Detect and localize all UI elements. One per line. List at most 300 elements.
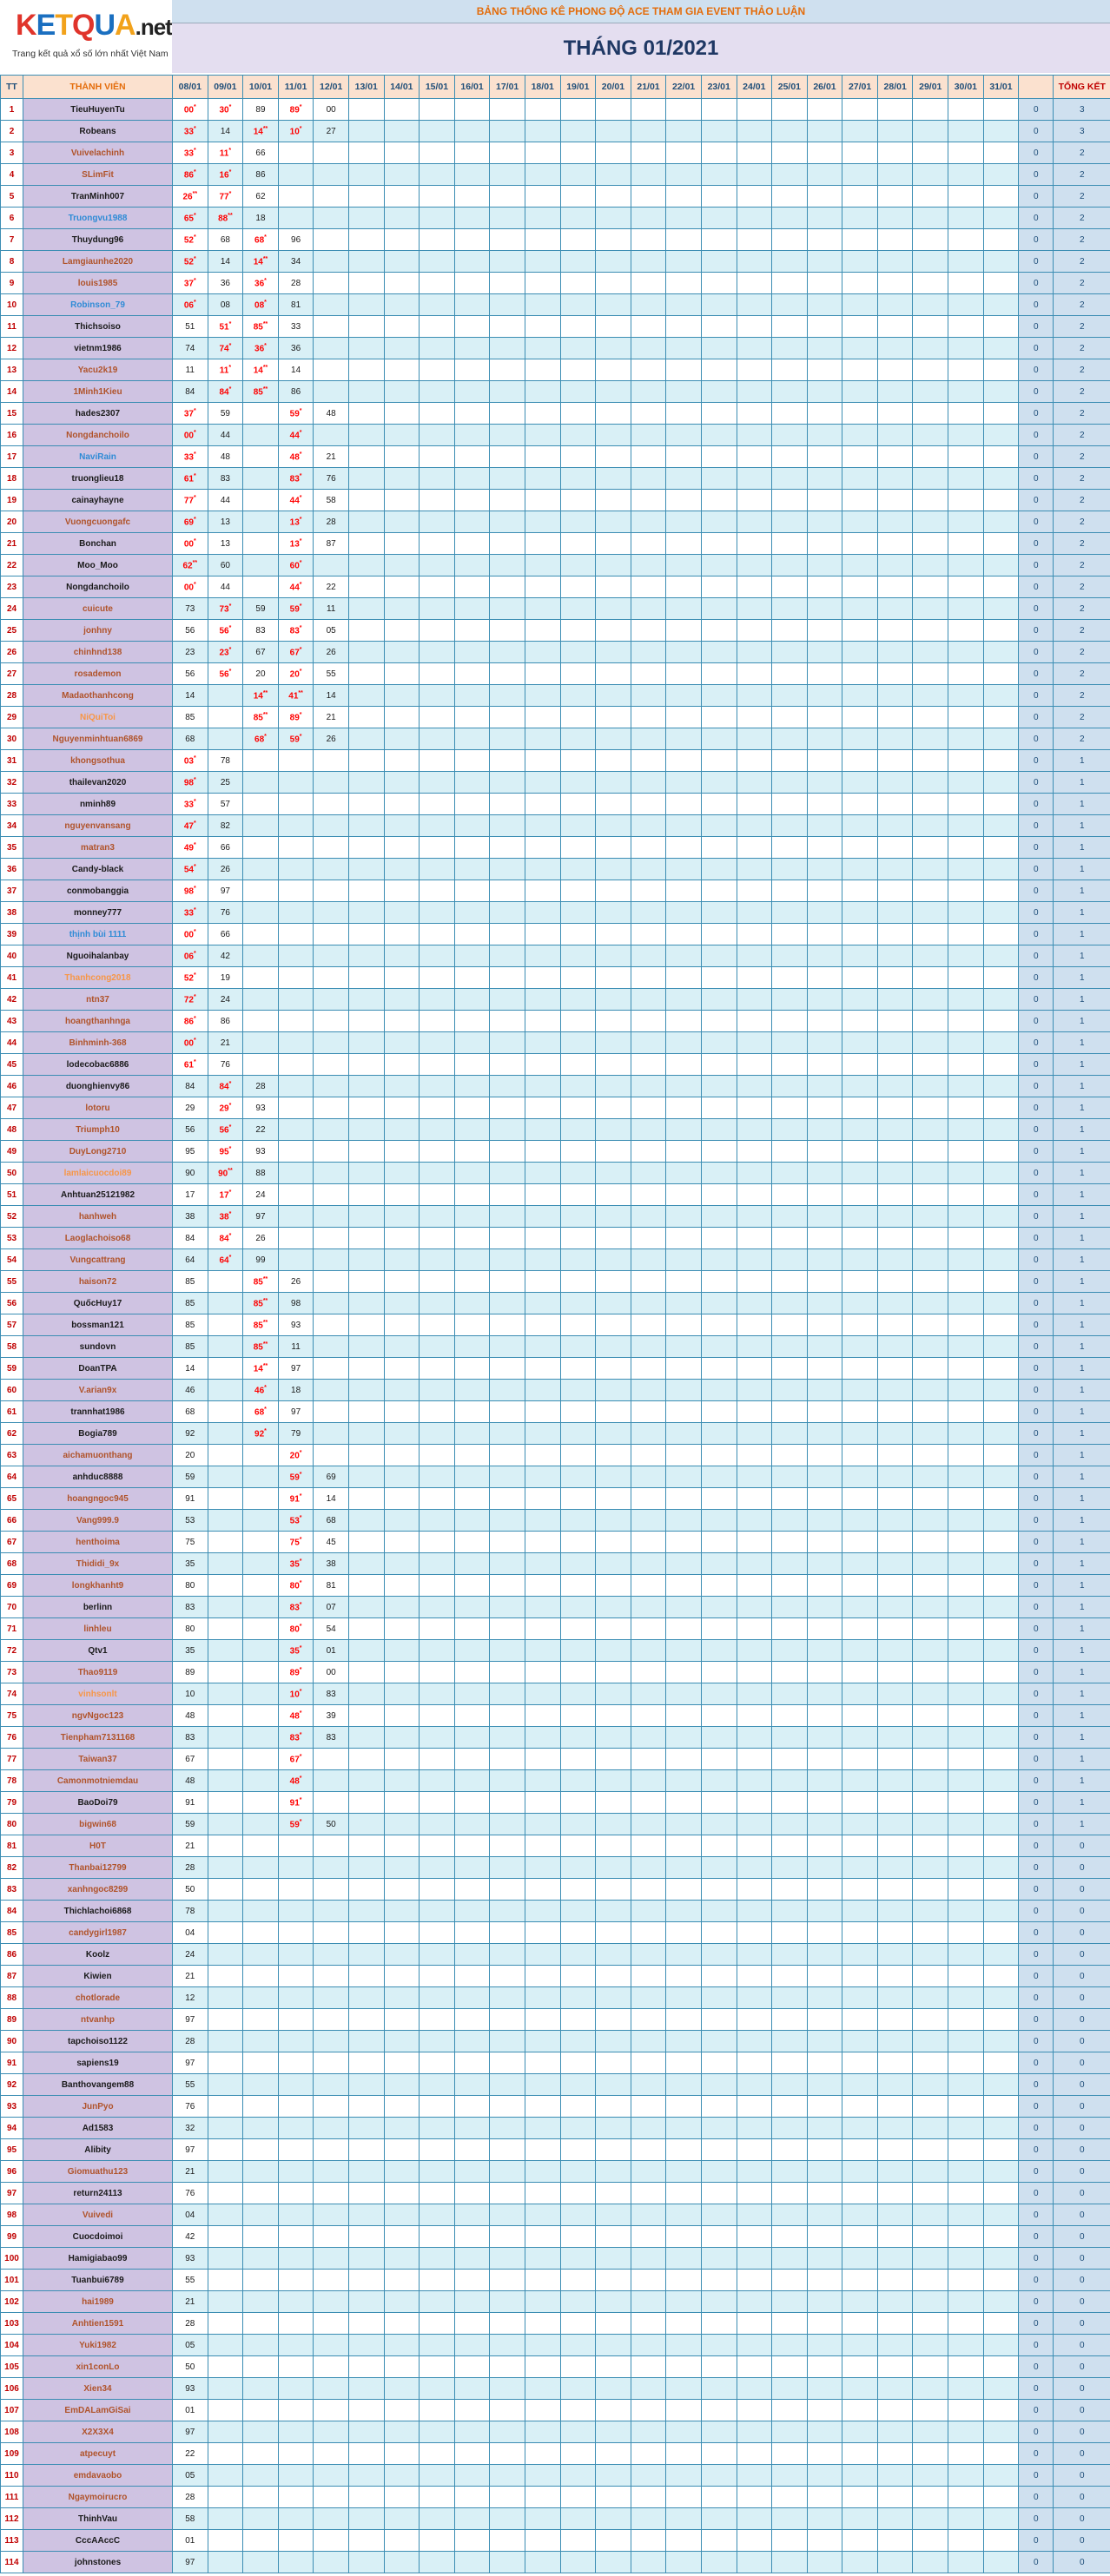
member-name[interactable]: aichamuonthang (23, 1445, 173, 1466)
day-cell (913, 815, 948, 837)
day-cell (666, 2052, 702, 2074)
day-cell (877, 338, 913, 359)
member-name[interactable]: khongsothua (23, 750, 173, 772)
day-cell (737, 1358, 772, 1380)
member-name[interactable]: Lamgiaunhe2020 (23, 251, 173, 273)
pick-number: 85 (185, 1320, 195, 1330)
day-cell (913, 707, 948, 728)
member-name[interactable]: Anhtien1591 (23, 2313, 173, 2335)
total-count: 2 (1054, 425, 1110, 446)
day-cell (737, 2052, 772, 2074)
day-cell (454, 685, 490, 707)
day-cell (454, 1097, 490, 1119)
day-cell (490, 1510, 525, 1532)
zero-count: 0 (1019, 1032, 1054, 1054)
day-cell (525, 446, 560, 468)
day-cell (348, 359, 384, 381)
day-cell (525, 403, 560, 425)
member-name[interactable]: thịnh bùi 1111 (23, 924, 173, 945)
day-cell (877, 2031, 913, 2052)
day-cell (877, 1597, 913, 1618)
member-name[interactable]: Anhtuan25121982 (23, 1184, 173, 1206)
member-name[interactable]: Vang999.9 (23, 1510, 173, 1532)
member-name[interactable]: emdavaobo (23, 2465, 173, 2487)
day-cell (807, 1662, 842, 1683)
member-name[interactable]: Cuocdoimoi (23, 2226, 173, 2248)
day-cell (560, 251, 596, 273)
member-name[interactable]: Taiwan37 (23, 1749, 173, 1770)
day-cell (807, 251, 842, 273)
day-cell (384, 815, 420, 837)
day-cell (454, 2335, 490, 2356)
day-cell (490, 425, 525, 446)
day-cell (701, 2096, 737, 2118)
day-cell (877, 945, 913, 967)
day-cell (278, 1857, 314, 1879)
day-cell (560, 273, 596, 294)
member-name[interactable]: vietnm1986 (23, 338, 173, 359)
pick-number: 97 (185, 2144, 195, 2155)
hit-marker: * (299, 125, 302, 132)
member-name[interactable]: longkhanht9 (23, 1575, 173, 1597)
member-name[interactable]: Thanbai12799 (23, 1857, 173, 1879)
day-cell (208, 794, 243, 815)
member-name[interactable]: JunPyo (23, 2096, 173, 2118)
member-name[interactable]: tapchoiso1122 (23, 2031, 173, 2052)
member-name[interactable]: conmobanggia (23, 880, 173, 902)
row-number: 82 (1, 1857, 23, 1879)
day-cell (278, 2421, 314, 2443)
pick-number: 28 (185, 2318, 195, 2329)
day-cell (208, 2270, 243, 2291)
day-cell (243, 1228, 279, 1249)
day-cell (737, 1336, 772, 1358)
member-name[interactable]: EmDALamGiSai (23, 2400, 173, 2421)
member-name[interactable]: bigwin68 (23, 1814, 173, 1835)
day-cell (208, 2443, 243, 2465)
day-cell (454, 2313, 490, 2335)
member-name[interactable]: ntn37 (23, 989, 173, 1011)
day-cell (525, 1879, 560, 1901)
day-cell (913, 1792, 948, 1814)
day-cell (278, 1228, 314, 1249)
member-name[interactable]: vinhsonlt (23, 1683, 173, 1705)
day-cell (173, 642, 208, 663)
day-cell (243, 750, 279, 772)
member-name[interactable]: linhleu (23, 1618, 173, 1640)
member-name[interactable]: xanhngoc8299 (23, 1879, 173, 1901)
day-cell (631, 1857, 666, 1879)
member-name[interactable]: Laoglachoiso68 (23, 1228, 173, 1249)
day-cell (913, 251, 948, 273)
day-cell (737, 1206, 772, 1228)
member-name[interactable]: thailevan2020 (23, 772, 173, 794)
pick-number: 77 (183, 496, 194, 506)
day-cell (983, 2530, 1019, 2552)
day-cell (243, 1901, 279, 1922)
day-cell (877, 1683, 913, 1705)
member-name[interactable]: Nongdanchoilo (23, 425, 173, 446)
member-name[interactable]: Bogia789 (23, 1423, 173, 1445)
row-number: 67 (1, 1532, 23, 1553)
day-cell (701, 1206, 737, 1228)
member-name[interactable]: lotoru (23, 1097, 173, 1119)
day-cell (454, 208, 490, 229)
member-name[interactable]: bossman121 (23, 1314, 173, 1336)
member-name[interactable]: H0T (23, 1835, 173, 1857)
day-cell (842, 1249, 878, 1271)
member-name[interactable]: cainayhayne (23, 490, 173, 511)
member-name[interactable]: X2X3X4 (23, 2421, 173, 2443)
member-name[interactable]: return24113 (23, 2183, 173, 2204)
member-name[interactable]: nminh89 (23, 794, 173, 815)
pick-number: 85 (253, 387, 263, 398)
day-cell (666, 1857, 702, 1879)
member-name[interactable]: johnstones (23, 2552, 173, 2573)
member-name[interactable]: Qtv1 (23, 1640, 173, 1662)
day-cell (807, 99, 842, 121)
day-cell (701, 880, 737, 902)
day-cell (948, 164, 984, 186)
day-cell (913, 2204, 948, 2226)
member-name[interactable]: Thichlachoi6868 (23, 1901, 173, 1922)
member-name[interactable]: Nongdanchoilo (23, 576, 173, 598)
day-cell (842, 1054, 878, 1076)
day-cell (877, 1401, 913, 1423)
pick-number: 68 (254, 235, 265, 246)
day-cell (877, 924, 913, 945)
day-cell (631, 381, 666, 403)
day-cell (278, 707, 314, 728)
day-cell (278, 880, 314, 902)
member-name[interactable]: cuicute (23, 598, 173, 620)
member-name[interactable]: Thanhcong2018 (23, 967, 173, 989)
member-name[interactable]: Vuongcuongafc (23, 511, 173, 533)
day-cell (208, 1835, 243, 1857)
day-cell (243, 837, 279, 859)
member-name[interactable]: ngvNgoc123 (23, 1705, 173, 1727)
member-name[interactable]: trannhat1986 (23, 1401, 173, 1423)
member-name[interactable]: Kiwien (23, 1966, 173, 1987)
day-cell (701, 251, 737, 273)
day-cell (420, 1532, 455, 1553)
member-name[interactable]: Robeans (23, 121, 173, 142)
member-name[interactable]: chotlorade (23, 1987, 173, 2009)
day-cell (384, 1228, 420, 1249)
row-number: 59 (1, 1358, 23, 1380)
member-name[interactable]: Candy-black (23, 859, 173, 880)
member-name[interactable]: atpecuyt (23, 2443, 173, 2465)
member-name[interactable]: haison72 (23, 1271, 173, 1293)
member-name[interactable]: matran3 (23, 837, 173, 859)
member-name[interactable]: DuyLong2710 (23, 1141, 173, 1163)
day-cell (490, 1879, 525, 1901)
day-cell (348, 902, 384, 924)
table-row (1, 815, 1110, 837)
member-name[interactable]: jonhny (23, 620, 173, 642)
day-cell (243, 2291, 279, 2313)
member-name[interactable]: CccAAccC (23, 2530, 173, 2552)
day-cell (525, 728, 560, 750)
pick-number: 04 (185, 2210, 195, 2220)
day-cell (384, 2421, 420, 2443)
day-cell (983, 576, 1019, 598)
day-cell (666, 707, 702, 728)
day-cell (631, 1727, 666, 1749)
table-row (1, 2118, 1110, 2139)
member-name[interactable]: Koolz (23, 1944, 173, 1966)
member-name[interactable]: chinhnd138 (23, 642, 173, 663)
member-name[interactable]: Thichsoiso (23, 316, 173, 338)
member-name[interactable]: Ngaymoirucro (23, 2487, 173, 2508)
day-cell (454, 1271, 490, 1293)
member-name[interactable]: hoangngoc945 (23, 1488, 173, 1510)
member-name[interactable]: Vungcattrang (23, 1249, 173, 1271)
member-name[interactable]: hanhweh (23, 1206, 173, 1228)
member-name[interactable]: hoangthanhnga (23, 1011, 173, 1032)
member-name[interactable]: candygirl1987 (23, 1922, 173, 1944)
day-cell (983, 1727, 1019, 1749)
pick-number: 24 (255, 1189, 266, 1200)
day-cell (807, 2204, 842, 2226)
member-name[interactable]: berlinn (23, 1597, 173, 1618)
day-cell (314, 1423, 349, 1445)
day-cell (877, 99, 913, 121)
member-name[interactable]: monney777 (23, 902, 173, 924)
day-cell (420, 338, 455, 359)
member-name[interactable]: BaoDoi79 (23, 1792, 173, 1814)
pick-number: 60 (289, 561, 300, 571)
member-name[interactable]: Hamigiabao99 (23, 2248, 173, 2270)
day-cell (208, 186, 243, 208)
day-cell (631, 229, 666, 251)
member-name[interactable]: Thididi_9x (23, 1553, 173, 1575)
day-cell (948, 121, 984, 142)
day-cell (737, 2270, 772, 2291)
day-cell (596, 555, 631, 576)
member-name[interactable]: ntvanhp (23, 2009, 173, 2031)
zero-count: 0 (1019, 1575, 1054, 1597)
member-name[interactable]: lamlaicuocdoi89 (23, 1163, 173, 1184)
day-cell (314, 1466, 349, 1488)
day-cell (701, 468, 737, 490)
hit-marker: * (264, 1384, 267, 1391)
day-cell (490, 859, 525, 880)
table-row (1, 1575, 1110, 1597)
row-number: 55 (1, 1271, 23, 1293)
member-name[interactable]: sapiens19 (23, 2052, 173, 2074)
member-name[interactable]: lodecobac6886 (23, 1054, 173, 1076)
pick-number: 35 (289, 1559, 300, 1570)
day-cell (525, 642, 560, 663)
day-cell (243, 1466, 279, 1488)
zero-count: 0 (1019, 1553, 1054, 1575)
day-cell (208, 1553, 243, 1575)
pick-number: 14 (253, 1364, 263, 1374)
hit-marker: * (299, 646, 302, 653)
day-cell (596, 1228, 631, 1249)
member-name[interactable]: Truongvu1988 (23, 208, 173, 229)
member-name[interactable]: Moo_Moo (23, 555, 173, 576)
member-name[interactable]: anhduc8888 (23, 1466, 173, 1488)
member-name[interactable]: Yuki1982 (23, 2335, 173, 2356)
member-name[interactable]: Vuivelachinh (23, 142, 173, 164)
member-name[interactable]: Nguoihalanbay (23, 945, 173, 967)
day-cell (243, 1553, 279, 1575)
day-cell (243, 468, 279, 490)
member-name[interactable]: henthoima (23, 1532, 173, 1553)
total-count: 1 (1054, 924, 1110, 945)
zero-count: 0 (1019, 468, 1054, 490)
member-name[interactable]: Alibity (23, 2139, 173, 2161)
zero-count: 0 (1019, 1293, 1054, 1314)
member-name[interactable]: Nguyenminhtuan6869 (23, 728, 173, 750)
day-cell (807, 2009, 842, 2031)
pick-number: 88 (255, 1168, 266, 1178)
member-name[interactable]: Banthovangem88 (23, 2074, 173, 2096)
day-cell (737, 2378, 772, 2400)
member-name[interactable]: NaviRain (23, 446, 173, 468)
day-cell (384, 728, 420, 750)
member-name[interactable]: rosademon (23, 663, 173, 685)
total-count: 2 (1054, 186, 1110, 208)
member-name[interactable]: QuốcHuy17 (23, 1293, 173, 1314)
pick-number: 32 (185, 2123, 195, 2133)
day-cell (348, 598, 384, 620)
member-name[interactable]: 1Minh1Kieu (23, 381, 173, 403)
pick-number: 05 (185, 2340, 195, 2350)
day-cell (173, 2074, 208, 2096)
day-cell (560, 685, 596, 707)
day-cell (983, 359, 1019, 381)
day-cell (772, 1683, 808, 1705)
day-cell (420, 989, 455, 1011)
day-cell (948, 815, 984, 837)
day-cell (983, 1271, 1019, 1293)
member-name[interactable]: ThinhVau (23, 2508, 173, 2530)
member-name[interactable]: Tienpham7131168 (23, 1727, 173, 1749)
column-header-day: 15/01 (420, 76, 455, 99)
day-cell (173, 533, 208, 555)
day-cell (490, 2096, 525, 2118)
table-row (1, 1293, 1110, 1314)
member-name[interactable]: Camonmotniemdau (23, 1770, 173, 1792)
table-row (1, 707, 1110, 728)
day-cell (560, 1054, 596, 1076)
day-cell (314, 1597, 349, 1618)
member-name[interactable]: Giomuathu123 (23, 2161, 173, 2183)
member-name[interactable]: DoanTPA (23, 1358, 173, 1380)
day-cell (314, 1271, 349, 1293)
day-cell (384, 1358, 420, 1380)
day-cell (913, 1314, 948, 1336)
day-cell (596, 1032, 631, 1054)
day-cell (772, 1662, 808, 1683)
day-cell (384, 1683, 420, 1705)
table-row (1, 1510, 1110, 1532)
member-name[interactable]: hades2307 (23, 403, 173, 425)
member-name[interactable]: SLimFit (23, 164, 173, 186)
total-count: 1 (1054, 815, 1110, 837)
member-name[interactable]: TieuHuyenTu (23, 99, 173, 121)
hit-marker: * (299, 451, 302, 458)
day-cell (420, 2031, 455, 2052)
day-cell (314, 468, 349, 490)
member-name[interactable]: duonghienvy86 (23, 1076, 173, 1097)
pick-number: 83 (289, 1733, 300, 1743)
table-row (1, 2378, 1110, 2400)
day-cell (701, 2052, 737, 2074)
total-count: 0 (1054, 2139, 1110, 2161)
day-cell (666, 1488, 702, 1510)
member-name[interactable]: Tuanbui6789 (23, 2270, 173, 2291)
member-name[interactable]: truonglieu18 (23, 468, 173, 490)
day-cell (983, 555, 1019, 576)
member-name[interactable]: sundovn (23, 1336, 173, 1358)
day-cell (490, 1032, 525, 1054)
day-cell (631, 1901, 666, 1922)
member-name[interactable]: Binhminh-368 (23, 1032, 173, 1054)
member-name[interactable]: Ad1583 (23, 2118, 173, 2139)
member-name[interactable]: Yacu2k19 (23, 359, 173, 381)
day-cell (490, 1792, 525, 1814)
day-cell (913, 1749, 948, 1770)
day-cell (701, 728, 737, 750)
day-cell (384, 707, 420, 728)
member-name[interactable]: NiQuiToi (23, 707, 173, 728)
day-cell (772, 859, 808, 880)
pick-number: 77 (219, 192, 229, 202)
member-name[interactable]: nguyenvansang (23, 815, 173, 837)
member-name[interactable]: Thao9119 (23, 1662, 173, 1683)
day-cell (243, 381, 279, 403)
total-count: 0 (1054, 2096, 1110, 2118)
member-name[interactable]: Bonchan (23, 533, 173, 555)
member-name[interactable]: Madaothanhcong (23, 685, 173, 707)
member-name[interactable]: TranMinh007 (23, 186, 173, 208)
zero-count: 0 (1019, 294, 1054, 316)
day-cell (525, 381, 560, 403)
day-cell (490, 446, 525, 468)
zero-count: 0 (1019, 794, 1054, 815)
day-cell (525, 663, 560, 685)
pick-number: 20 (255, 669, 266, 679)
member-name[interactable]: xin1conLo (23, 2356, 173, 2378)
member-name[interactable]: Xien34 (23, 2378, 173, 2400)
day-cell (983, 1423, 1019, 1445)
day-cell (384, 251, 420, 273)
day-cell (384, 620, 420, 642)
member-name[interactable]: Thuydung96 (23, 229, 173, 251)
day-cell (173, 772, 208, 794)
pick-number: 01 (185, 2535, 195, 2546)
member-name[interactable]: V.arian9x (23, 1380, 173, 1401)
day-cell (983, 663, 1019, 685)
member-name[interactable]: Robinson_79 (23, 294, 173, 316)
ketqua-logo[interactable] (0, 0, 173, 73)
member-name[interactable]: Vuivedi (23, 2204, 173, 2226)
row-number: 3 (1, 142, 23, 164)
day-cell (454, 1228, 490, 1249)
member-name[interactable]: louis1985 (23, 273, 173, 294)
member-name[interactable]: hai1989 (23, 2291, 173, 2313)
member-name[interactable]: Triumph10 (23, 1119, 173, 1141)
day-cell (384, 1879, 420, 1901)
day-cell (772, 2270, 808, 2291)
zero-count: 0 (1019, 1705, 1054, 1727)
day-cell (420, 1011, 455, 1032)
day-cell (596, 294, 631, 316)
